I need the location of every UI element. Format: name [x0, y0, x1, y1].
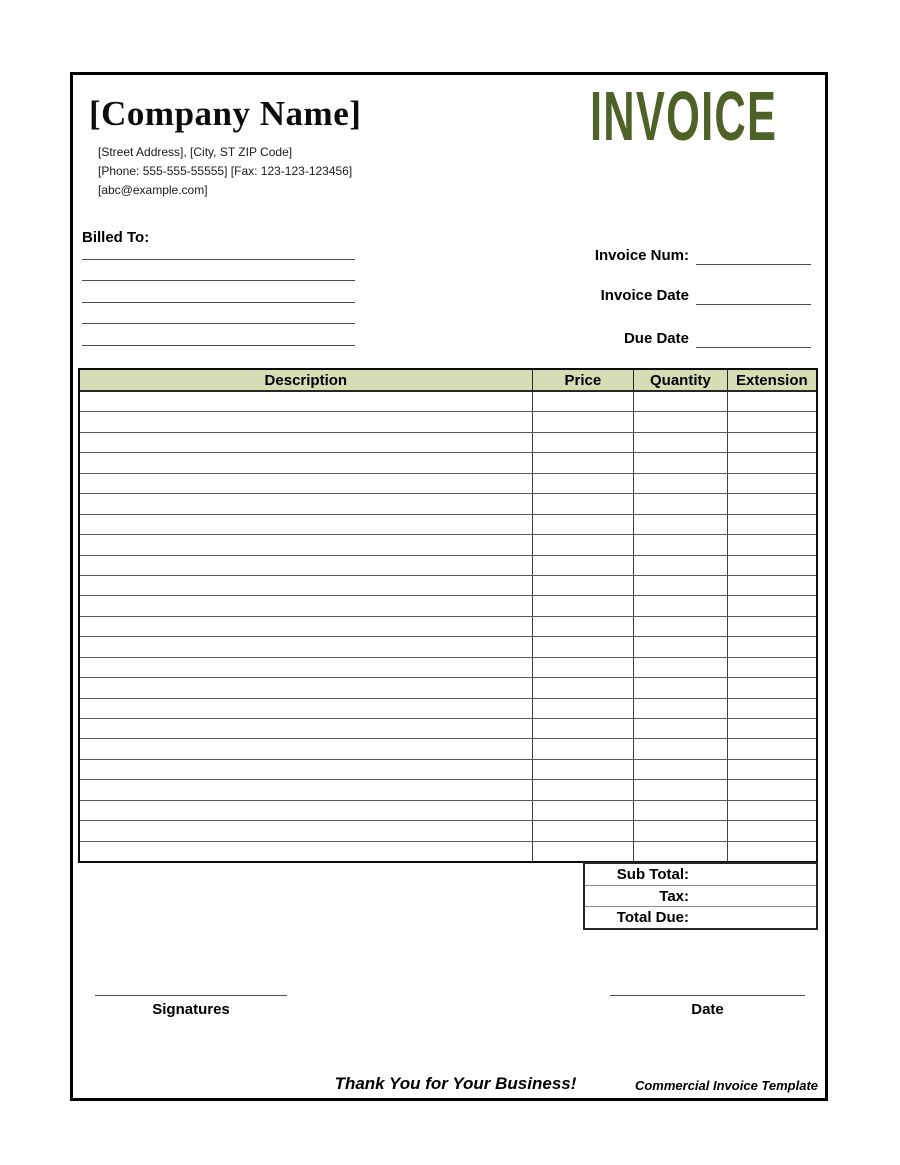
item-row: [80, 535, 816, 555]
item-cell-quantity: [634, 658, 727, 677]
item-cell-quantity: [634, 515, 727, 534]
item-cell-quantity: [634, 842, 727, 861]
item-cell-price: [533, 535, 635, 554]
item-cell-description: [80, 739, 533, 758]
thank-you-message: Thank You for Your Business!: [334, 1074, 577, 1093]
item-cell-extension: [728, 637, 816, 656]
item-cell-quantity: [634, 739, 727, 758]
item-row: [80, 515, 816, 535]
item-cell-extension: [728, 617, 816, 636]
billed-to-blank-line: [82, 303, 355, 325]
item-cell-price: [533, 515, 635, 534]
item-cell-description: [80, 760, 533, 779]
item-cell-quantity: [634, 494, 727, 513]
item-cell-description: [80, 658, 533, 677]
subtotal-row: [585, 864, 816, 886]
item-cell-description: [80, 596, 533, 615]
column-header-description: Description: [80, 370, 533, 390]
item-row: [80, 453, 816, 473]
totals-box: [583, 862, 818, 930]
item-cell-extension: [728, 596, 816, 615]
due-date-row: [624, 330, 811, 348]
item-cell-price: [533, 842, 635, 861]
item-cell-description: [80, 699, 533, 718]
item-cell-extension: [728, 515, 816, 534]
item-cell-price: [533, 617, 635, 636]
item-cell-extension: [728, 392, 816, 411]
due-date-blank: [696, 332, 811, 348]
item-row: [80, 392, 816, 412]
item-cell-quantity: [634, 637, 727, 656]
invoice-number-label: Invoice Num:: [594, 247, 689, 264]
item-cell-description: [80, 494, 533, 513]
item-cell-description: [80, 576, 533, 595]
item-row: [80, 494, 816, 514]
item-row: [80, 556, 816, 576]
invoice-title: INVOICE: [590, 77, 778, 155]
item-cell-extension: [728, 412, 816, 431]
billed-to-blank-line: [82, 238, 355, 260]
item-cell-price: [533, 576, 635, 595]
item-cell-description: [80, 392, 533, 411]
total-due-row: [585, 907, 816, 928]
item-cell-description: [80, 719, 533, 738]
address-line-phone-fax: [Phone: 555-555-55555] [Fax: 123-123-123456]: [98, 164, 353, 178]
item-cell-price: [533, 453, 635, 472]
invoice-number-row: [595, 247, 811, 265]
item-cell-quantity: [634, 801, 727, 820]
item-cell-extension: [728, 535, 816, 554]
address-line-street: [Street Address], [City, ST ZIP Code]: [98, 145, 293, 159]
item-cell-price: [533, 658, 635, 677]
invoice-date-blank: [696, 289, 811, 305]
item-cell-quantity: [634, 780, 727, 799]
item-row: [80, 801, 816, 821]
item-cell-extension: [728, 433, 816, 452]
item-row: [80, 658, 816, 678]
total-due-label: Total Due:: [616, 909, 689, 927]
item-cell-quantity: [634, 392, 727, 411]
item-cell-quantity: [634, 433, 727, 452]
column-header-extension: Extension: [735, 371, 808, 389]
item-cell-price: [533, 719, 635, 738]
billed-to-blank-line: [82, 324, 355, 346]
item-row: [80, 637, 816, 657]
due-date-label: Due Date: [623, 330, 689, 347]
item-cell-quantity: [634, 719, 727, 738]
item-row: [80, 412, 816, 432]
item-row: [80, 699, 816, 719]
item-cell-price: [533, 739, 635, 758]
signatures-label: Signatures: [152, 1001, 230, 1018]
template-name: Commercial Invoice Template: [634, 1078, 818, 1093]
invoice-number-blank: [696, 249, 811, 265]
tax-row: [585, 886, 816, 908]
billed-to-blank-line: [82, 281, 355, 303]
item-row: [80, 617, 816, 637]
item-cell-description: [80, 801, 533, 820]
item-row: [80, 719, 816, 739]
item-cell-quantity: [634, 678, 727, 697]
billed-to-blank-line: [82, 260, 355, 282]
item-cell-extension: [728, 719, 816, 738]
item-cell-quantity: [634, 596, 727, 615]
item-cell-price: [533, 433, 635, 452]
item-cell-quantity: [634, 556, 727, 575]
item-row: [80, 433, 816, 453]
column-header-price: Price: [533, 370, 635, 390]
item-cell-price: [533, 494, 635, 513]
item-cell-price: [533, 760, 635, 779]
item-cell-description: [80, 535, 533, 554]
subtotal-label: Sub Total:: [616, 865, 689, 883]
item-cell-description: [80, 433, 533, 452]
item-cell-extension: [728, 699, 816, 718]
item-cell-extension: [728, 576, 816, 595]
item-cell-extension: [728, 760, 816, 779]
invoice-date-row: [601, 287, 811, 305]
item-cell-extension: [728, 842, 816, 861]
items-table-body: [80, 392, 816, 861]
items-table: [78, 368, 818, 863]
item-cell-quantity: [634, 412, 727, 431]
item-cell-extension: [728, 474, 816, 493]
item-cell-extension: [728, 494, 816, 513]
item-cell-price: [533, 699, 635, 718]
billed-to-blank-lines: [82, 238, 355, 346]
item-cell-description: [80, 474, 533, 493]
company-name: [Company Name]: [89, 94, 362, 133]
date-blank-line: [610, 976, 805, 996]
item-cell-extension: [728, 556, 816, 575]
signature-blank-line: [95, 976, 287, 996]
item-cell-extension: [728, 821, 816, 840]
item-cell-description: [80, 678, 533, 697]
item-cell-quantity: [634, 474, 727, 493]
item-cell-extension: [728, 453, 816, 472]
item-cell-price: [533, 821, 635, 840]
item-cell-description: [80, 453, 533, 472]
item-cell-description: [80, 780, 533, 799]
item-cell-quantity: [634, 617, 727, 636]
item-cell-description: [80, 515, 533, 534]
item-cell-quantity: [634, 821, 727, 840]
item-cell-extension: [728, 678, 816, 697]
billed-to-label: Billed To:: [82, 229, 150, 246]
date-label: Date: [691, 1001, 724, 1018]
item-cell-price: [533, 412, 635, 431]
item-row: [80, 678, 816, 698]
invoice-date-label: Invoice Date: [600, 287, 689, 304]
item-cell-extension: [728, 801, 816, 820]
invoice-border-box: [70, 72, 828, 1101]
item-cell-price: [533, 596, 635, 615]
item-row: [80, 474, 816, 494]
item-cell-price: [533, 780, 635, 799]
item-row: [80, 576, 816, 596]
item-cell-extension: [728, 658, 816, 677]
item-row: [80, 739, 816, 759]
item-row: [80, 821, 816, 841]
item-cell-description: [80, 556, 533, 575]
item-cell-quantity: [634, 535, 727, 554]
address-line-email: [abc@example.com]: [98, 183, 208, 197]
item-row: [80, 760, 816, 780]
item-row: [80, 596, 816, 616]
item-cell-description: [80, 821, 533, 840]
item-cell-price: [533, 637, 635, 656]
item-cell-quantity: [634, 576, 727, 595]
tax-label: Tax:: [659, 887, 689, 905]
item-cell-description: [80, 412, 533, 431]
item-row: [80, 780, 816, 800]
item-cell-quantity: [634, 760, 727, 779]
item-cell-price: [533, 556, 635, 575]
item-cell-price: [533, 801, 635, 820]
item-cell-extension: [728, 739, 816, 758]
item-cell-price: [533, 678, 635, 697]
item-cell-quantity: [634, 453, 727, 472]
column-header-quantity: Quantity: [634, 370, 727, 390]
item-cell-price: [533, 392, 635, 411]
item-cell-price: [533, 474, 635, 493]
item-cell-extension: [728, 780, 816, 799]
items-table-header: [80, 370, 816, 392]
company-address: [98, 143, 352, 200]
item-row: [80, 842, 816, 861]
item-cell-quantity: [634, 699, 727, 718]
item-cell-description: [80, 842, 533, 861]
item-cell-description: [80, 617, 533, 636]
item-cell-description: [80, 637, 533, 656]
